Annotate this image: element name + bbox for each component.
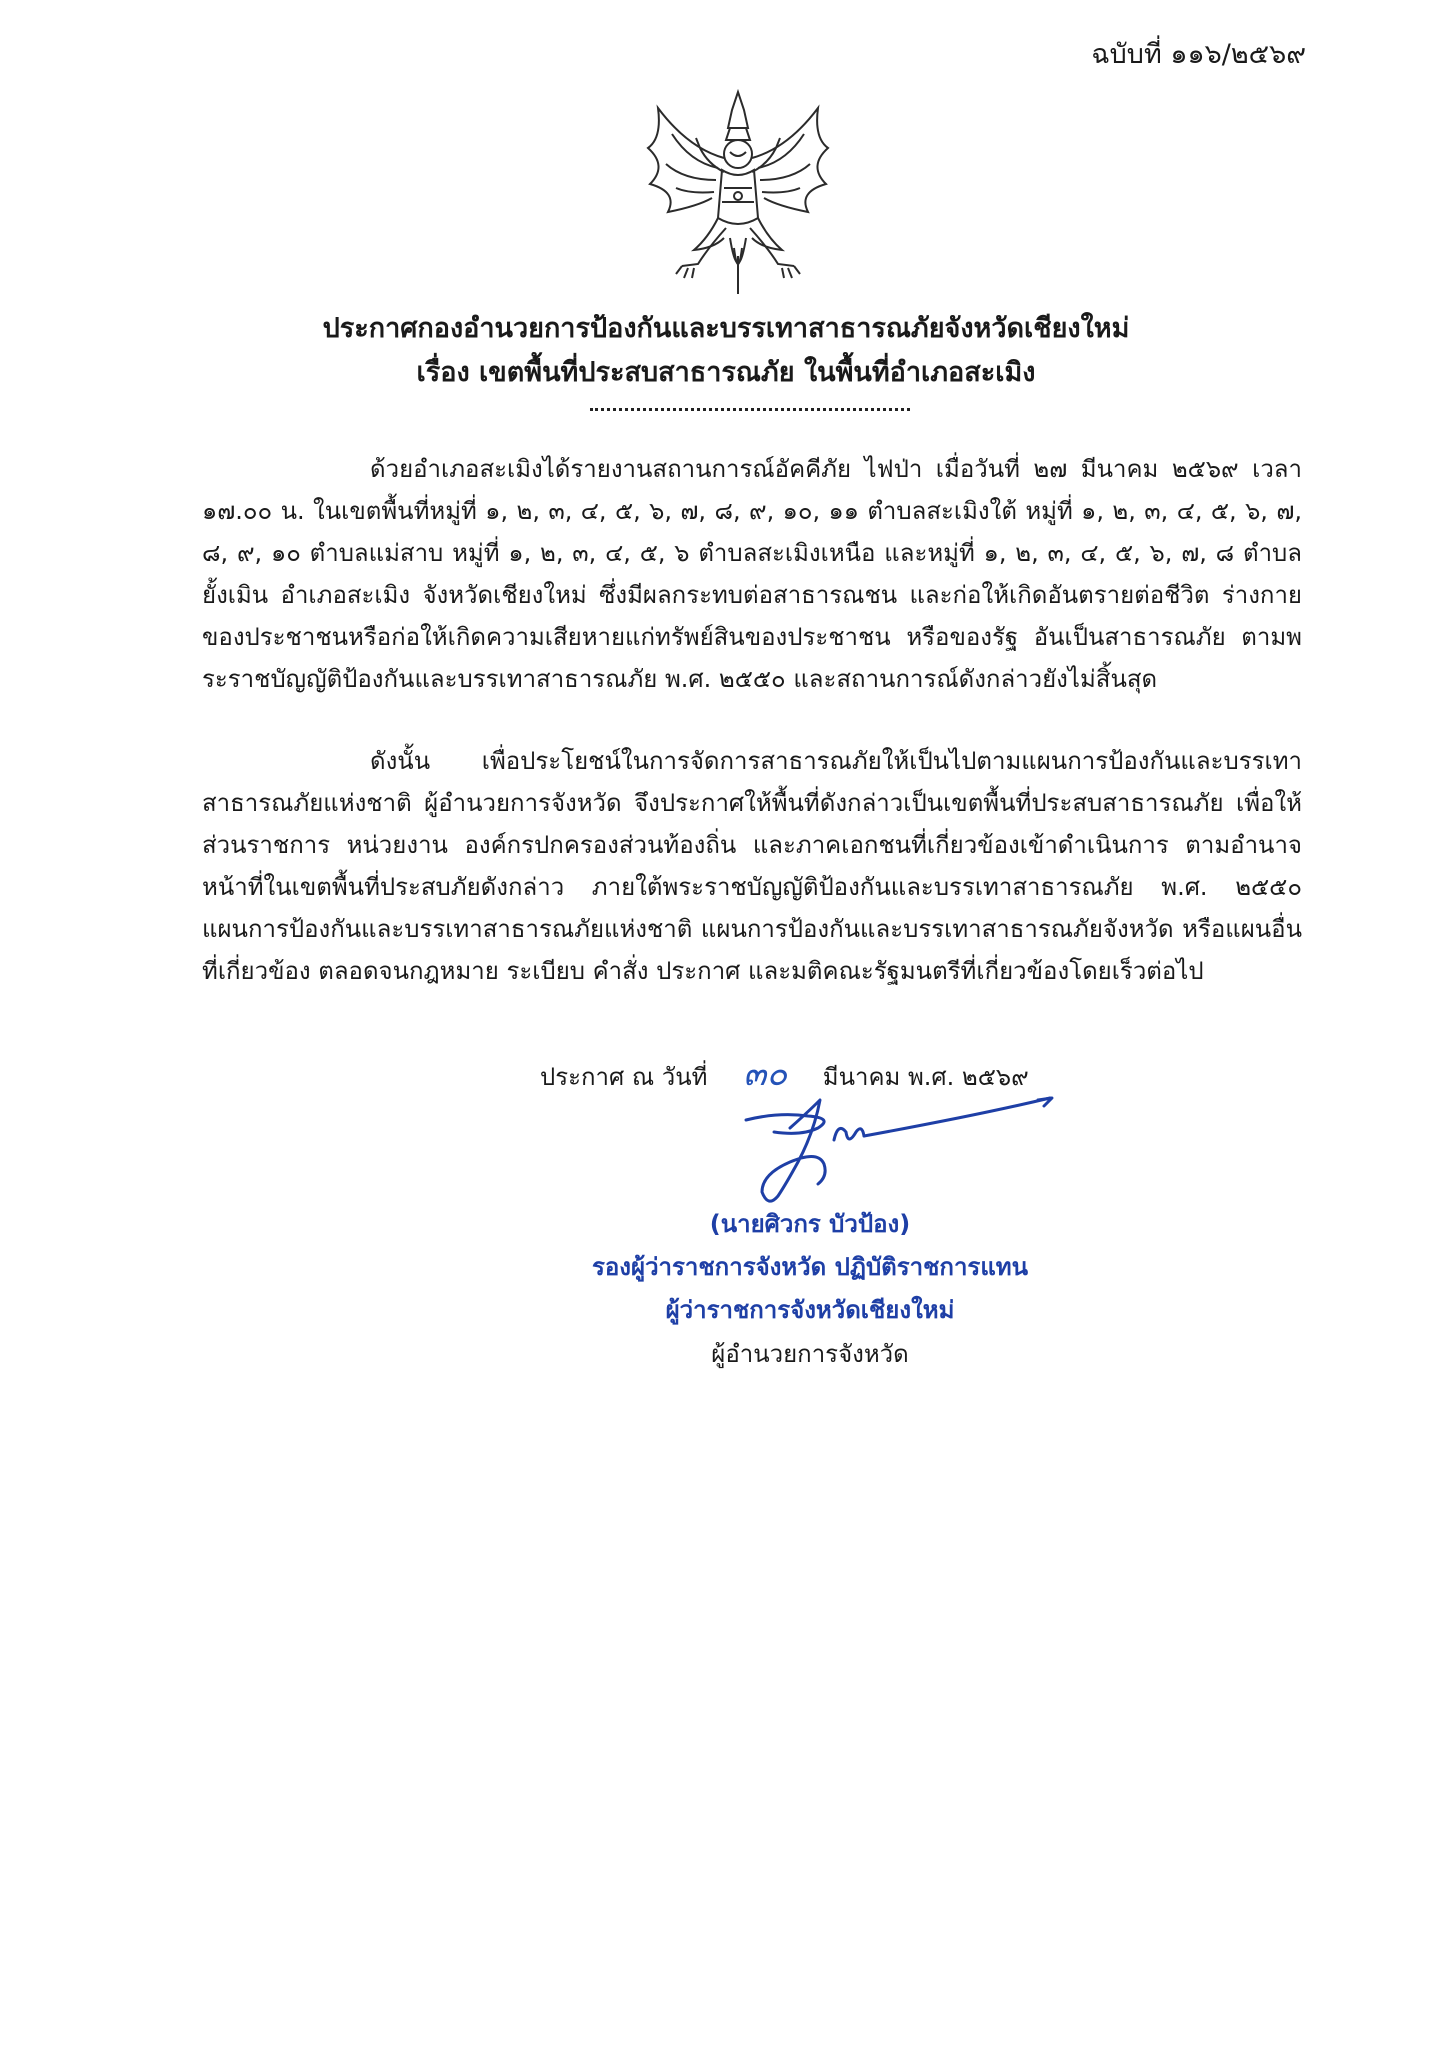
dotted-divider — [590, 398, 910, 411]
body-paragraph-1 — [202, 448, 1302, 700]
handwritten-day: ๓๐ — [743, 1054, 788, 1094]
paragraph-text: ดังนั้น เพื่อประโยชน์ในการจัดการสาธารณภัยให้เป็นไปตามแผนการป้องกันและบรรเทาสาธารณภัยแห่งชาติ ผู้อำนวยการจังหวัด จึงประกาศให้พื้นที่ดังกล่าวเป็นเขตพื้นที่ประสบสาธารณภัย เพื่อให้ส่วนราชการ หน่วยงาน องค์กรปกครองส่วนท้องถิ่น และภาคเอกชนที่เกี่ยวข้องเข้าดำเนินการ ตามอำนาจหน้าที่ในเขตพื้นที่ประสบภัยดังกล่าว ภายใต้พระราชบัญญัติป้องกันและบรรเทาสาธารณภัย พ.ศ. ๒๕๕๐ แผนการป้องกันและบรรเทาสาธารณภัยแห่งชาติ แผนการป้องกันและบรรเทาสาธารณภัยจังหวัด หรือแผนอื่นที่เกี่ยวข้อง ตลอดจนกฎหมาย ระเบียบ คำสั่ง ประกาศ และมติคณะรัฐมนตรีที่เกี่ยวข้องโดยเร็วต่อไป — [202, 747, 1302, 985]
signer-position: ผู้ว่าราชการจังหวัดเชียงใหม่ — [665, 1296, 955, 1324]
garuda-emblem-icon — [638, 88, 838, 298]
body-paragraph-2 — [202, 740, 1302, 992]
announcement-title: ประกาศกองอำนวยการป้องกันและบรรเทาสาธารณภัยจังหวัดเชียงใหม่ — [322, 313, 1130, 344]
date-prefix: ประกาศ ณ วันที่ — [540, 1063, 708, 1091]
signer-name: (นายศิวกร บัวป้อง) — [709, 1210, 911, 1238]
announcement-subject: เรื่อง เขตพื้นที่ประสบสาธารณภัย ในพื้นที่อำเภอสะเมิง — [416, 357, 1036, 388]
paragraph-text: ด้วยอำเภอสะเมิงได้รายงานสถานการณ์อัคคีภัย ไฟป่า เมื่อวันที่ ๒๗ มีนาคม ๒๕๖๙ เวลา ๑๗.๐๐ น. ในเขตพื้นที่หมู่ที่ ๑, ๒, ๓, ๔, ๕, ๖, ๗, ๘, ๙, ๑๐, ๑๑ ตำบลสะเมิงใต้ หมู่ที่ ๑, ๒, ๓, ๔, ๕, ๖, ๗, ๘, ๙, ๑๐ ตำบลแม่สาบ หมู่ที่ ๑, ๒, ๓, ๔, ๕, ๖ ตำบลสะเมิงเหนือ และหมู่ที่ ๑, ๒, ๓, ๔, ๕, ๖, ๗, ๘ ตำบลยั้งเมิน อำเภอสะเมิง จังหวัดเชียงใหม่ ซึ่งมีผลกระทบต่อสาธารณชน และก่อให้เกิดอันตรายต่อชีวิต ร่างกายของประชาชนหรือก่อให้เกิดความเสียหายแก่ทรัพย์สินของประชาชน หรือของรัฐ อันเป็นสาธารณภัย ตามพระราชบัญญัติป้องกันและบรรเทาสาธารณภัย พ.ศ. ๒๕๕๐ และสถานการณ์ดังกล่าวยังไม่สิ้นสุด — [202, 455, 1303, 693]
edition-number: ฉบับที่ ๑๑๖/๒๕๖๙ — [1091, 39, 1306, 70]
handwritten-signature — [738, 1092, 1058, 1208]
signer-position: รองผู้ว่าราชการจังหวัด ปฏิบัติราชการแทน — [591, 1253, 1029, 1281]
date-suffix: มีนาคม พ.ศ. ๒๕๖๙ — [822, 1063, 1029, 1091]
signer-title: ผู้อำนวยการจังหวัด — [711, 1340, 909, 1368]
